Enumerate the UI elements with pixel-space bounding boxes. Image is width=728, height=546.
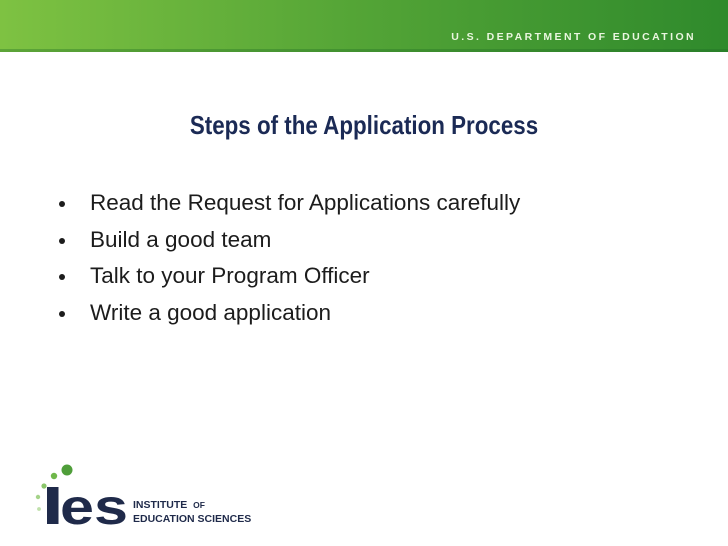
bullet-dot-icon [59,274,65,280]
department-label: U.S. DEPARTMENT OF EDUCATION [451,31,696,43]
logo-line2: EDUCATION SCIENCES [133,513,252,525]
svg-text:INSTITUTE OF [133,499,205,511]
header-bar [0,0,728,52]
bullet-item [56,298,520,335]
logo-mark-letters: es [60,479,128,526]
bullet-item [56,261,520,298]
logo-line1: INSTITUTE [133,499,188,511]
bullet-item [56,188,520,225]
bullet-dot-icon [59,238,65,244]
bullet-text: Talk to your Program Officer [90,263,370,288]
bullet-text: Write a good application [90,299,331,325]
bullet-list [56,188,520,334]
bullet-dot-icon [59,311,65,317]
logo-line1-suffix: OF [193,500,205,510]
bullet-text: Read the Request for Applications carefully [90,190,521,215]
bullet-dot-icon [59,201,65,207]
ies-logo [33,462,273,526]
bullet-text: Build a good team [90,226,272,252]
bullet-item [56,225,520,262]
slide-title: Steps of the Application Process [189,110,539,140]
logo-i-stem [47,487,59,524]
